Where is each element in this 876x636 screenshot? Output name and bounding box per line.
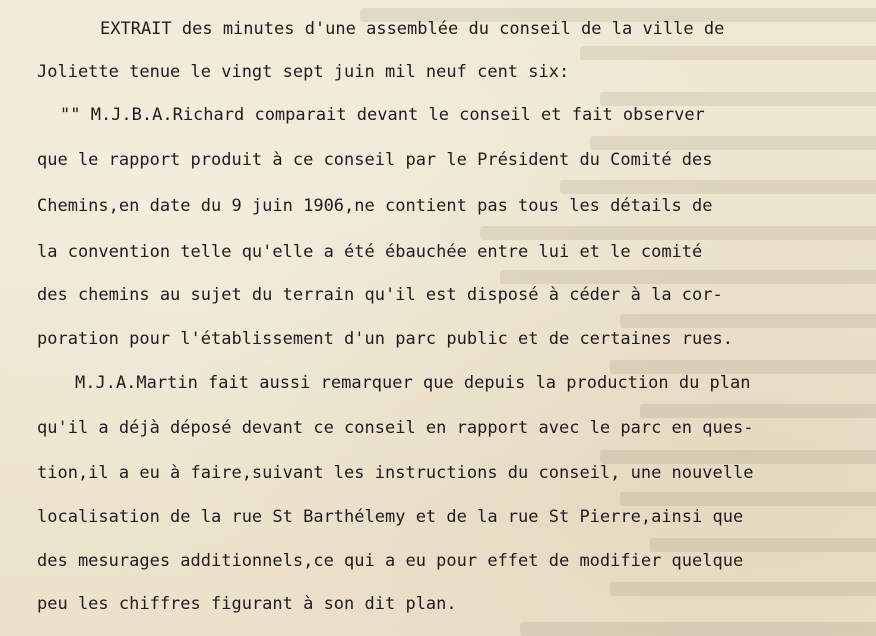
text-line-13: des mesurages additionnels,ce qui a eu pour effet de modifier quelque	[37, 551, 744, 571]
text-line-8: poration pour l'établissement d'un parc public et de certaines rues.	[37, 329, 733, 349]
text-line-11: tion,il a eu à faire,suivant les instructions du conseil, une nouvelle	[37, 463, 754, 483]
text-line-3: "" M.J.B.A.Richard comparait devant le conseil et fait observer	[60, 105, 705, 125]
text-line-14: peu les chiffres figurant à son dit plan.	[37, 594, 457, 614]
text-line-10: qu'il a déjà déposé devant ce conseil en rapport avec le parc en ques-	[37, 418, 754, 438]
text-line-1: EXTRAIT des minutes d'une assemblée du conseil de la ville de	[100, 19, 725, 39]
text-line-6: la convention telle qu'elle a été ébauchée entre lui et le comité	[37, 242, 703, 262]
text-line-7: des chemins au sujet du terrain qu'il est disposé à céder à la cor-	[37, 285, 723, 305]
text-line-5: Chemins,en date du 9 juin 1906,ne contient pas tous les détails de	[37, 196, 713, 216]
text-line-2: Joliette tenue le vingt sept juin mil neuf cent six:	[37, 62, 570, 82]
text-line-4: que le rapport produit à ce conseil par le Président du Comité des	[37, 150, 713, 170]
text-line-12: localisation de la rue St Barthélemy et de la rue St Pierre,ainsi que	[37, 507, 744, 527]
text-line-9: M.J.A.Martin fait aussi remarquer que depuis la production du plan	[75, 373, 751, 393]
